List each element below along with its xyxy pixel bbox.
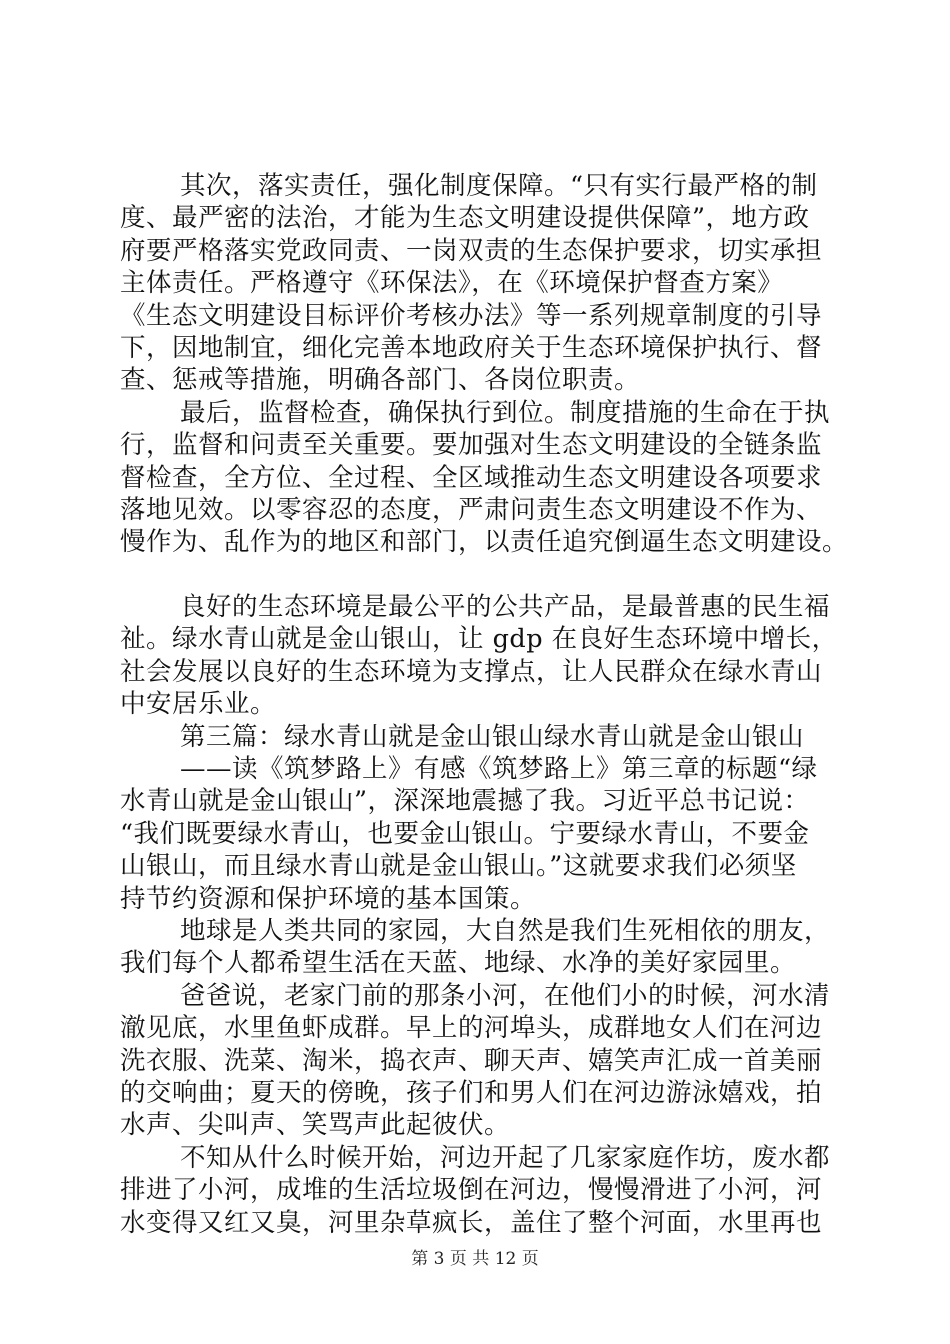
text-line: 慢作为、乱作为的地区和部门，以责任追究倒逼生态文明建设。 bbox=[120, 527, 849, 558]
text-line: 持节约资源和保护环境的基本国策。 bbox=[120, 883, 537, 914]
text-line: 度、最严密的法治，才能为生态文明建设提供保障”，地方政 bbox=[120, 203, 810, 234]
text-line: 山银山，而且绿水青山就是金山银山。”这就要求我们必须坚 bbox=[120, 851, 797, 882]
text-line: 主体责任。严格遵守《环保法》，在《环境保护督查方案》 bbox=[120, 268, 784, 299]
text-line: 水变得又红又臭，河里杂草疯长，盖住了整个河面，水里再也 bbox=[120, 1207, 823, 1238]
text-line: 爸爸说，老家门前的那条小河，在他们小的时候，河水清 bbox=[180, 980, 831, 1011]
text-line: 中安居乐业。 bbox=[120, 689, 277, 720]
text-line: 督检查，全方位、全过程、全区域推动生态文明建设各项要求 bbox=[120, 462, 823, 493]
text-line: 社会发展以良好的生态环境为支撑点，让人民群众在绿水青山 bbox=[120, 656, 823, 687]
text-line: “我们既要绿水青山，也要金山银山。宁要绿水青山，不要金 bbox=[120, 818, 810, 849]
text-line: 查、惩戒等措施，明确各部门、各岗位职责。 bbox=[120, 365, 641, 396]
text-line: 的交响曲；夏天的傍晚，孩子们和男人们在河边游泳嬉戏，拍 bbox=[120, 1077, 823, 1108]
text-line: 水声、尖叫声、笑骂声此起彼伏。 bbox=[120, 1110, 511, 1141]
text-line: 《生态文明建设目标评价考核办法》等一系列规章制度的引导 bbox=[120, 300, 823, 331]
page-footer: 第 3 页 共 12 页 bbox=[411, 1249, 539, 1269]
text-line: 排进了小河，成堆的生活垃圾倒在河边，慢慢滑进了小河，河 bbox=[120, 1175, 823, 1206]
text-line: 地球是人类共同的家园，大自然是我们生死相依的朋友， bbox=[180, 915, 831, 946]
text-line: 良好的生态环境是最公平的公共产品，是最普惠的民生福 bbox=[180, 592, 831, 623]
text-line: 最后，监督检查，确保执行到位。制度措施的生命在于执 bbox=[180, 397, 831, 428]
text-line: 不知从什么时候开始，河边开起了几家家庭作坊，废水都 bbox=[180, 1142, 831, 1173]
text-line: 祉。绿水青山就是金山银山，让 gdp 在良好生态环境中增长， bbox=[120, 624, 838, 655]
text-line: 澈见底，水里鱼虾成群。早上的河埠头，成群地女人们在河边 bbox=[120, 1013, 823, 1044]
text-line: 落地见效。以零容忍的态度，严肃问责生态文明建设不作为、 bbox=[120, 494, 823, 525]
paragraph-gap bbox=[120, 559, 830, 591]
text-line: 府要严格落实党政同责、一岗双责的生态保护要求，切实承担 bbox=[120, 235, 823, 266]
text-line: 第三篇：绿水青山就是金山银山绿水青山就是金山银山 bbox=[180, 721, 805, 752]
text-line: ——读《筑梦路上》有感《筑梦路上》第三章的标题“绿 bbox=[180, 754, 818, 785]
text-line: 下，因地制宜，细化完善本地政府关于生态环境保护执行、督 bbox=[120, 332, 823, 363]
text-line: 行，监督和问责至关重要。要加强对生态文明建设的全链条监 bbox=[120, 430, 823, 461]
text-line: 我们每个人都希望生活在天蓝、地绿、水净的美好家园里。 bbox=[120, 948, 797, 979]
text-line: 水青山就是金山银山”，深深地震撼了我。习近平总书记说： bbox=[120, 786, 810, 817]
document-body bbox=[120, 170, 849, 1239]
text-line: 其次，落实责任，强化制度保障。“只有实行最严格的制 bbox=[180, 171, 818, 201]
text-line: 洗衣服、洗菜、淘米，捣衣声、聊天声、嬉笑声汇成一首美丽 bbox=[120, 1045, 823, 1076]
